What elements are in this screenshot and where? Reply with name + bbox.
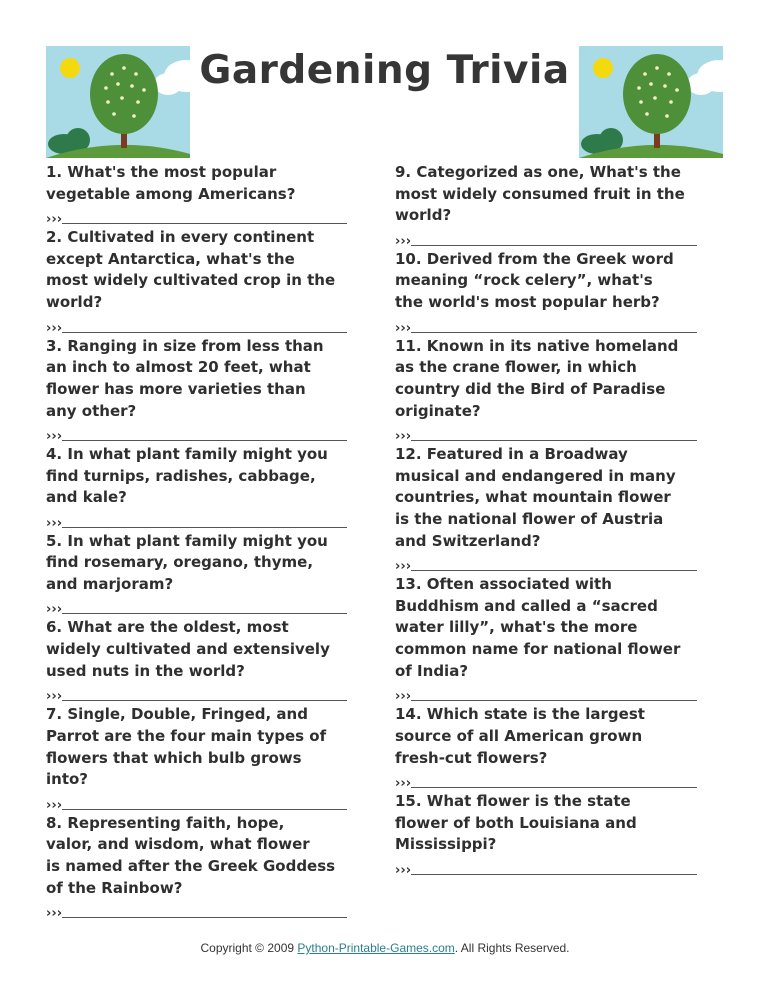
question-text-line: 1. What's the most popular [46,163,277,181]
question-text-line: Mississippi? [395,835,497,854]
answer-blank[interactable] [62,612,347,614]
question-text-line: water lilly”, what's the more [395,618,638,637]
answer-line[interactable] [395,856,735,878]
question-text-line: common name for national flower [395,640,681,659]
answer-blank[interactable] [411,786,697,788]
answer-line[interactable] [46,314,376,336]
question-text-line: 5. In what plant family might you [46,531,328,550]
question-item [46,704,376,812]
question-item [46,531,376,618]
question-item [395,574,735,704]
copyright-footer [0,941,770,955]
page-title: Gardening Trivia [199,48,570,93]
question-item [46,336,376,444]
question-text-line: widely cultivated and extensively [46,640,330,659]
answer-line[interactable] [395,314,735,336]
question-text-line: is the national flower of Austria [395,510,664,528]
answer-line[interactable] [46,683,376,705]
answer-prefix: ››› [395,689,412,705]
tree-illustration-right [579,46,723,158]
answer-line[interactable] [46,422,376,444]
question-text-line: and marjoram? [46,575,174,594]
question-text-line: 15. What flower is the state [395,791,631,810]
question-text-line: Buddhism and called a “sacred [395,596,658,615]
questions-column-right [395,162,735,878]
answer-prefix: ››› [46,906,63,922]
answer-line[interactable] [395,552,735,574]
question-text-line: 6. What are the oldest, most [46,618,289,637]
question-item [46,444,376,531]
question-text-line: 10. Derived from the Greek word [395,249,674,268]
question-text-line: flowers that which bulb grows [46,748,302,767]
answer-line[interactable] [46,205,376,227]
answer-blank[interactable] [62,439,347,441]
tree-illustration-left [46,46,190,158]
question-item [395,162,735,249]
answer-blank[interactable] [62,916,347,918]
question-text-line: except Antarctica, what's the [46,249,295,268]
question-item [395,704,735,791]
question-text-line: originate? [395,401,481,420]
answer-prefix: ››› [395,428,412,444]
question-item [46,227,376,335]
question-text-line: country did the Bird of Paradise [395,379,666,398]
answer-prefix: ››› [395,862,412,878]
answer-line[interactable] [46,596,376,618]
question-text-line: most widely cultivated crop in the [46,271,336,290]
sun-icon [593,58,613,78]
question-text-line: an inch to almost 20 feet, what [46,358,311,377]
answer-line[interactable] [395,683,735,705]
answer-prefix: ››› [395,233,412,249]
question-text-line: 11. Known in its native homeland [395,336,679,355]
answer-blank[interactable] [411,873,697,875]
answer-blank[interactable] [411,331,697,333]
question-text-line: meaning “rock celery”, what's [395,271,653,290]
answer-prefix: ››› [46,428,63,444]
question-text-line: valor, and wisdom, what flower [46,835,310,854]
answer-line[interactable] [395,422,735,444]
answer-blank[interactable] [411,439,697,441]
question-text-line: source of all American grown [395,726,643,745]
answer-prefix: ››› [395,775,412,791]
question-text-line: 14. Which state is the largest [395,705,645,724]
answer-prefix: ››› [46,689,63,705]
question-text-line: 4. In what plant family might you [46,444,328,463]
answer-line[interactable] [395,227,735,249]
answer-blank[interactable] [62,222,347,224]
question-text-line: used nuts in the world? [46,661,245,680]
question-text-line: 13. Often associated with [395,575,612,594]
question-text-line: flower of both Louisiana and [395,813,637,832]
answer-prefix: ››› [46,212,63,228]
answer-blank[interactable] [411,699,697,701]
tree-icon [623,54,691,134]
question-text-line: of the Rainbow? [46,878,183,897]
answer-prefix: ››› [46,797,63,813]
answer-line[interactable] [46,791,376,813]
answer-prefix: ››› [395,320,412,336]
question-text-line: fresh-cut flowers? [395,748,548,767]
question-text-line: most widely consumed fruit in the [395,184,685,203]
question-text-line: vegetable among Americans? [46,184,296,203]
website-link[interactable]: Python-Printable-Games.com [297,941,455,955]
question-text-line: 8. Representing faith, hope, [46,813,285,832]
question-text-line: and kale? [46,488,127,507]
question-text-line: as the crane flower, in which [395,358,637,377]
question-item [46,617,376,704]
question-item [395,249,735,336]
question-text-line: and Switzerland? [395,531,541,550]
question-text-line: any other? [46,401,137,420]
answer-line[interactable] [395,769,735,791]
question-item [395,336,735,444]
tree-icon [90,54,158,134]
answer-blank[interactable] [411,569,697,571]
question-text-line: world? [46,293,103,312]
answer-blank[interactable] [62,808,347,810]
question-text-line: musical and endangered in many [395,466,676,485]
question-text-line: the world's most popular herb? [395,293,660,312]
sun-icon [60,58,80,78]
answer-blank[interactable] [411,244,697,246]
question-item [46,162,376,227]
answer-line[interactable] [46,899,376,921]
answer-prefix: ››› [46,602,63,618]
question-text-line: world? [395,206,452,225]
question-text-line: is named after the Greek Goddess [46,857,336,875]
question-text-line: countries, what mountain flower [395,488,671,507]
footer-suffix: . All Rights Reserved. [454,941,570,955]
question-text-line: flower has more varieties than [46,379,306,398]
question-text-line: find turnips, radishes, cabbage, [46,466,316,485]
question-item [395,444,735,574]
question-item [46,813,376,921]
question-text-line: into? [46,770,88,789]
question-text-line: 7. Single, Double, Fringed, and [46,705,308,724]
answer-blank[interactable] [62,699,347,701]
question-text-line: 12. Featured in a Broadway [395,444,628,463]
question-text-line: 9. Categorized as one, What's the [395,163,681,181]
answer-line[interactable] [46,509,376,531]
answer-blank[interactable] [62,331,347,333]
answer-prefix: ››› [46,320,63,336]
question-text-line: Parrot are the four main types of [46,726,327,745]
question-text-line: 2. Cultivated in every continent [46,228,315,247]
question-item [395,791,735,878]
question-text-line: of India? [395,661,469,680]
answer-prefix: ››› [395,559,412,575]
answer-blank[interactable] [62,526,347,528]
question-text-line: find rosemary, oregano, thyme, [46,553,314,572]
answer-prefix: ››› [46,515,63,531]
footer-prefix: Copyright © 2009 [200,941,298,955]
questions-column-left [46,162,376,921]
question-text-line: 3. Ranging in size from less than [46,336,324,355]
